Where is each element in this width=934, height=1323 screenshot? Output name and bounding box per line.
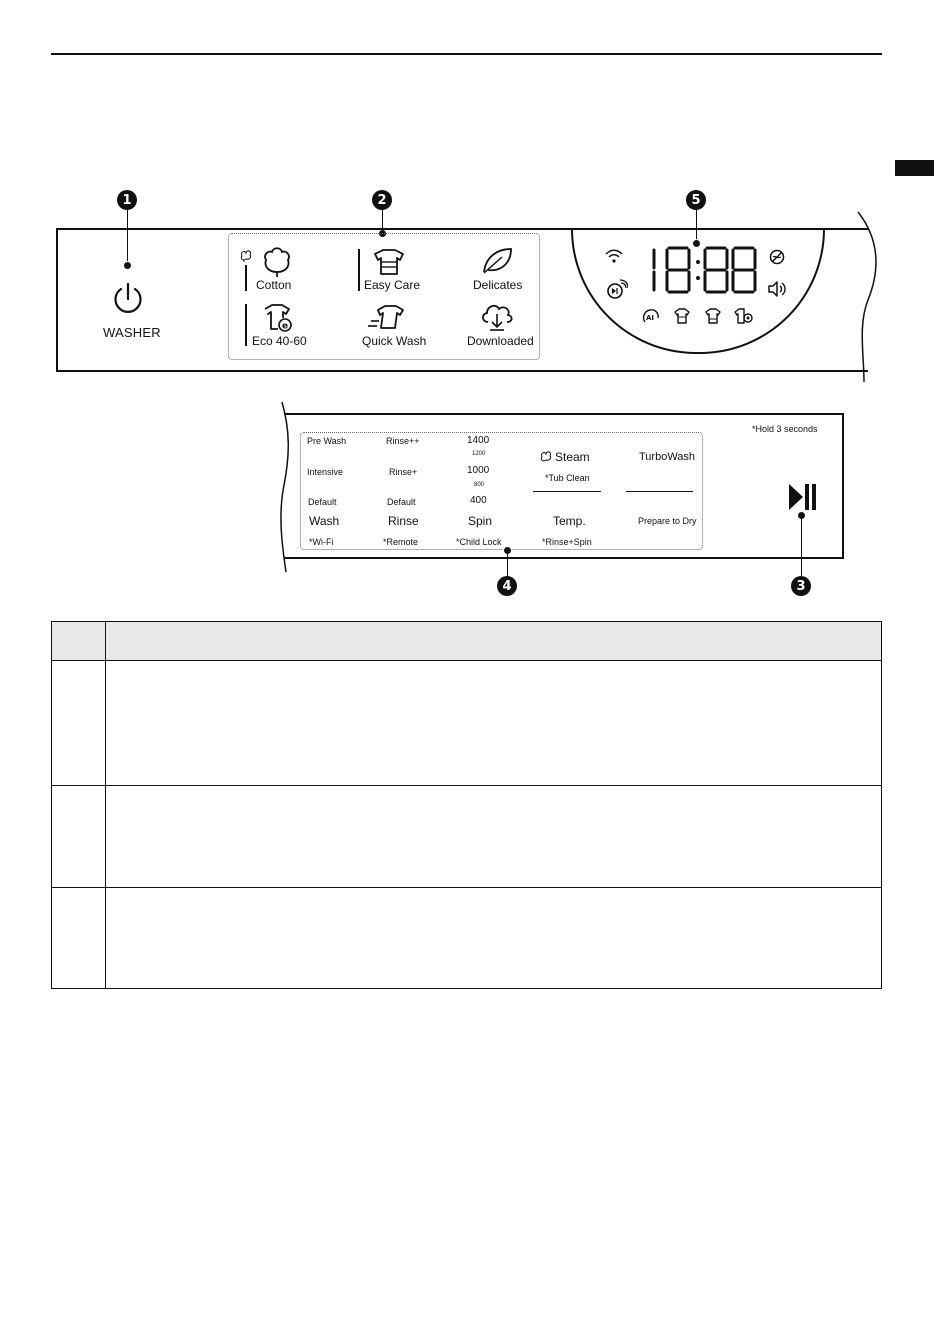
panel-cut-edge [850,210,890,385]
course-eco-label[interactable]: Eco 40-60 [252,334,307,348]
wifi-icon [604,247,624,265]
power-icon[interactable] [110,282,146,318]
rinse-level-default: Default [387,497,416,507]
quick-shirt-icon[interactable] [366,304,406,332]
table-row [52,786,882,888]
spin-sub-child-lock: *Child Lock [456,537,502,547]
table-header-row [52,622,882,661]
course-downloaded-label[interactable]: Downloaded [467,334,534,348]
table-cell-text [106,888,882,989]
leaf-icon[interactable] [480,246,514,276]
course-divider [358,249,360,291]
no-water-icon [769,249,785,265]
spin-button[interactable]: Spin [468,514,493,528]
table-header-description [106,622,882,661]
ai-icon [642,308,660,324]
callout-4-leader [507,553,508,577]
wash-level-prewash: Pre Wash [307,436,347,446]
header-rule [51,53,882,55]
svg-text:e: e [282,321,289,332]
play-pause-icon[interactable] [788,483,818,511]
svg-text:AI: AI [646,314,655,322]
table-cell-number [52,786,106,888]
panel-cut-edge [272,400,302,575]
table-header-number [52,622,106,661]
table-cell-number [52,661,106,786]
callout-4: 4 [497,576,517,596]
course-divider [245,304,247,346]
course-cotton-label[interactable]: Cotton [256,278,292,292]
table-cell-text [106,661,882,786]
steam-button[interactable]: Steam [555,450,590,464]
rinse-button[interactable]: Rinse [388,514,419,528]
table-cell-number [52,888,106,989]
callout-1: 1 [117,190,137,210]
shirt-icon [704,308,722,324]
spin-level-1000: 1000 [467,465,490,476]
steam-icon [540,449,553,463]
cloud-download-icon[interactable] [479,302,515,332]
hold-note: *Hold 3 seconds [752,424,818,434]
spin-level-1400: 1400 [467,435,490,446]
spin-level-400: 400 [470,495,487,506]
table-row [52,661,882,786]
time-display [640,246,758,294]
temp-divider [533,491,601,492]
sound-icon [767,280,787,298]
wash-button[interactable]: Wash [309,514,340,528]
spin-level-800: 800 [474,482,485,488]
temp-button[interactable]: Temp. [553,514,586,528]
eco-shirt-icon[interactable] [262,303,294,333]
spin-level-1200: 1200 [472,451,486,457]
shirt-icon [673,308,691,324]
rinse-level-plusplus: Rinse++ [386,436,420,446]
shirt-icon[interactable] [372,248,406,276]
tub-clean-icon [733,308,753,324]
tub-clean-label: *Tub Clean [545,473,590,483]
callout-5: 5 [686,190,706,210]
callout-3: 3 [791,576,811,596]
rinse-level-plus: Rinse+ [389,467,418,477]
dry-divider [626,491,693,492]
table-cell-text [106,786,882,888]
steam-small-icon [240,248,252,262]
wash-level-default: Default [308,497,337,507]
callout-3-leader [801,518,802,576]
language-tab-marker [895,160,934,176]
course-easy-care-label[interactable]: Easy Care [364,278,421,292]
table-row [52,888,882,989]
turbowash-button[interactable]: TurboWash [639,451,696,463]
prepare-to-dry-button[interactable]: Prepare to Dry [638,516,697,526]
wash-level-intensive: Intensive [307,467,344,477]
course-delicates-label[interactable]: Delicates [473,278,523,292]
cotton-flower-icon[interactable] [262,246,292,278]
wash-sub-wifi: *Wi-Fi [309,537,334,547]
remote-start-icon [606,279,628,301]
rinse-sub-remote: *Remote [383,537,419,547]
temp-sub-rinse-spin: *Rinse+Spin [542,537,592,547]
course-divider [245,265,247,291]
power-button-label: WASHER [103,325,161,340]
course-quick-wash-label[interactable]: Quick Wash [362,334,427,348]
callout-2: 2 [372,190,392,210]
description-table [51,621,882,989]
